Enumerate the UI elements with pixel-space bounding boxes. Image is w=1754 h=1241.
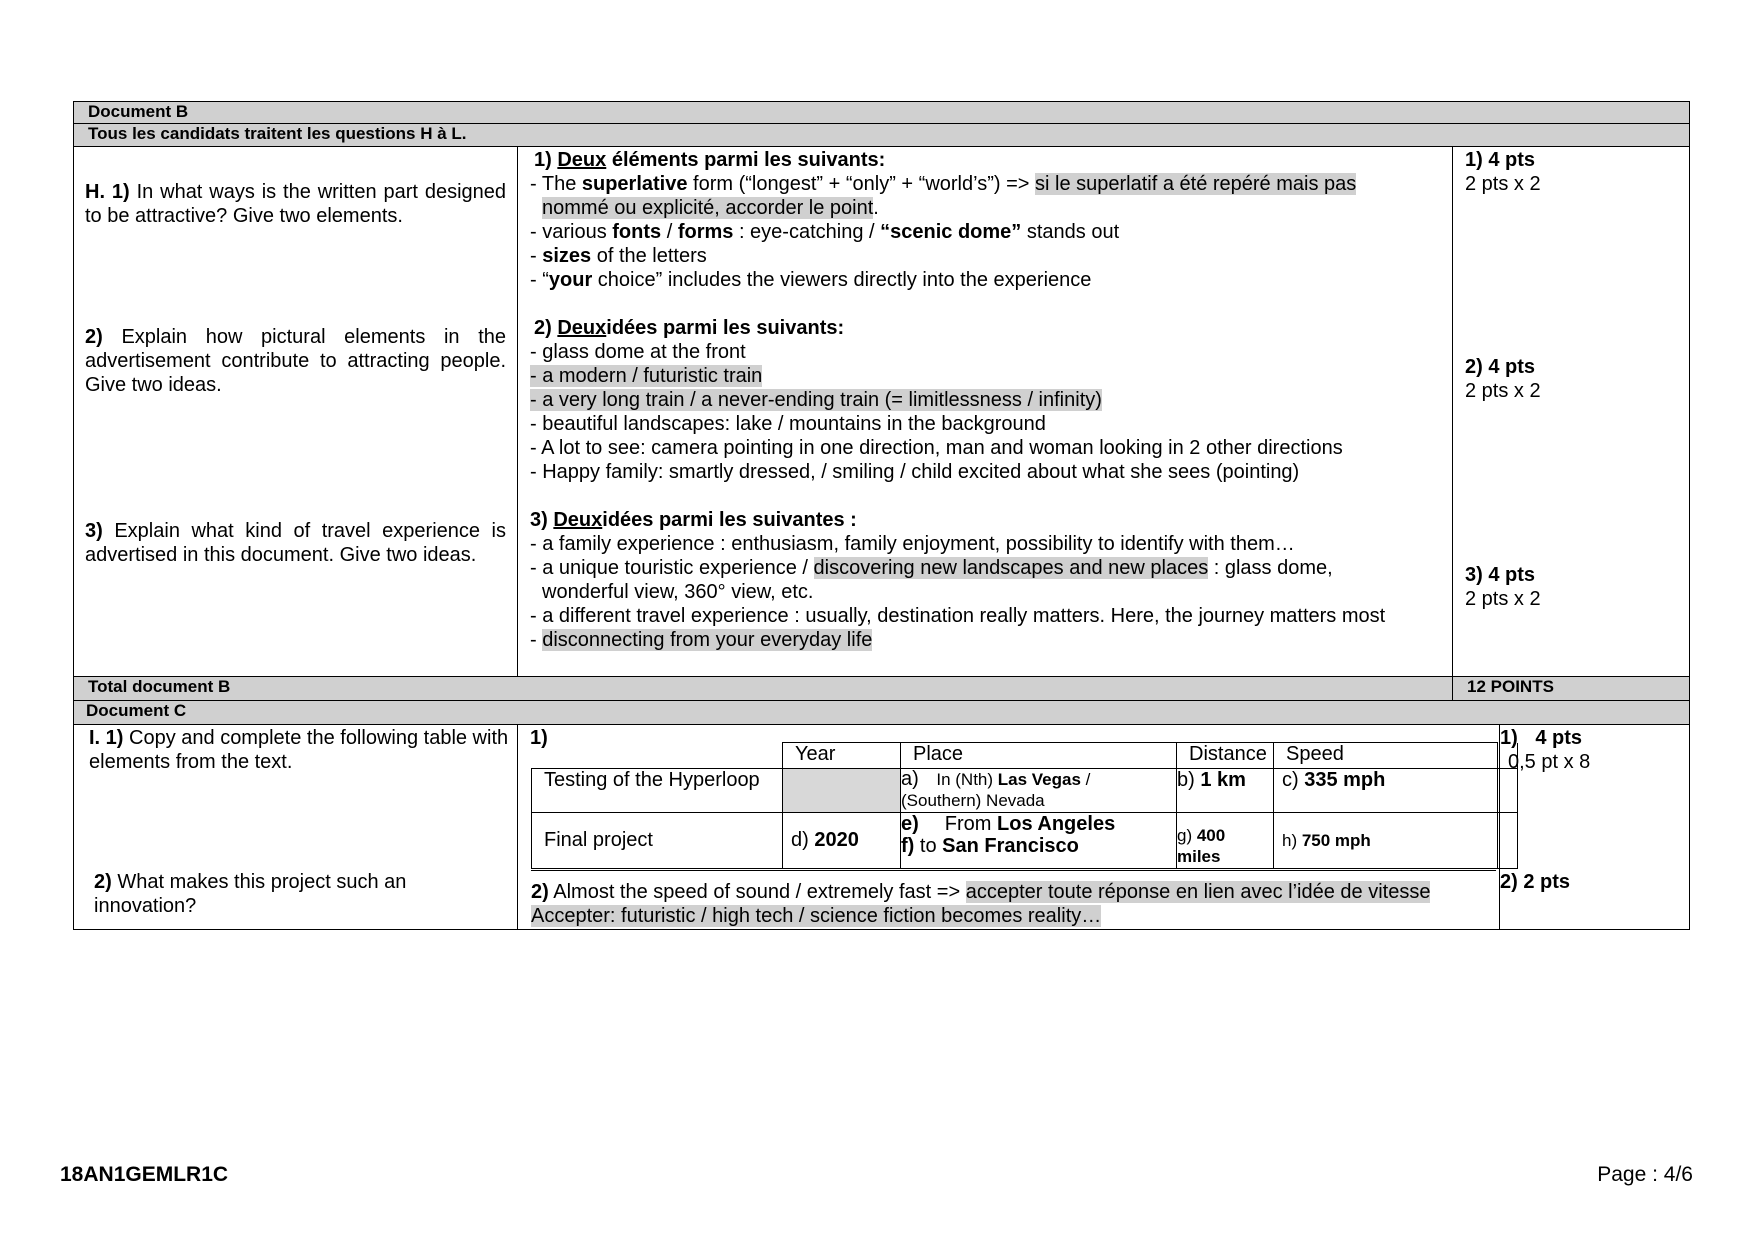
total-b-points (1452, 676, 1690, 701)
question-h2: 2) Explain how pictural elements in the advertisement contribute to attracting people. Give two ideas. (85, 326, 506, 396)
header-distance: Distance (1177, 743, 1274, 769)
row2-distance: g) 400 miles (1177, 813, 1274, 869)
answer-i1-num: 1) (530, 727, 548, 749)
total-b-label (73, 676, 1453, 701)
total-b-label-text: Total document B (88, 677, 231, 696)
row2-label: Final project (532, 813, 783, 869)
row2-speed: h) 750 mph (1274, 813, 1498, 869)
doc-c-title-text: Document C (86, 701, 187, 720)
doc-c-divider-1 (517, 724, 518, 930)
points-i1: 1) 4 pts 0,5 pt x 8 (1500, 727, 1591, 773)
doc-b-title (73, 101, 1690, 124)
row2-place: e) From Los Angeles f) to San Francisco (901, 813, 1177, 869)
answer-i2-top-rule (531, 870, 1496, 871)
doc-c-title (73, 700, 1690, 725)
row1-label: Testing of the Hyperloop (532, 769, 783, 813)
row1-place: a) In (Nth) Las Vegas / (Southern) Nevada (901, 769, 1177, 813)
total-b-points-text: 12 POINTS (1467, 677, 1554, 696)
answer-h3: 3) Deuxidées parmi les suivantes : - a family experience : enthusiasm, family enjoyment, possibility to identify with them… - a unique touristic experience / discovering new landscapes and new places : glass dome, wonderful view, 360° view, etc. - a different travel experience : usually, destination really matters. Here, the journey matters most - disconnecting from your everyday life (530, 509, 1386, 651)
doc-b-instruction-text: Tous les candidats traitent les questions H à L. (88, 124, 467, 143)
footer-page: Page : 4/6 (1597, 1163, 1693, 1186)
row1-spacer (1498, 769, 1518, 813)
table-row (532, 813, 1518, 869)
header-place: Place (901, 743, 1177, 769)
answer-h1: 1) Deux éléments parmi les suivants: - The superlative form (“longest” + “only” + “world’s”) => si le superlatif a été repéré mais pas nommé ou explicité, accorder le point. - various fonts / forms : eye-catching / “scenic dome” stands out - sizes of the letters - “your choice” includes the viewers directly into the experience (530, 149, 1357, 291)
row2-spacer (1498, 813, 1518, 869)
points-i2: 2) 2 pts (1500, 871, 1571, 893)
header-year: Year (783, 743, 901, 769)
question-i1: I. 1) Copy and complete the following table with elements from the text. (89, 727, 509, 773)
row1-speed: c) 335 mph (1274, 769, 1498, 813)
question-h1: H. 1) In what ways is the written part designed to be attractive? Give two elements. (85, 181, 507, 227)
answer-i2: 2) Almost the speed of sound / extremely fast => accepter toute réponse en lien avec l’idée de vitesse Accepter: futuristic / high tech / science fiction becomes reality… (531, 881, 1431, 927)
doc-b-instruction (73, 123, 1690, 147)
row1-distance: b) 1 km (1177, 769, 1274, 813)
hyperloop-table (531, 742, 1518, 869)
doc-b-title-text: Document B (88, 102, 189, 121)
table-row (532, 769, 1518, 813)
points-h3: 3) 4 pts 2 pts x 2 (1465, 564, 1541, 610)
points-h2: 2) 4 pts 2 pts x 2 (1465, 356, 1541, 402)
footer-code: 18AN1GEMLR1C (60, 1163, 229, 1186)
points-h1: 1) 4 pts 2 pts x 2 (1465, 149, 1541, 195)
question-h3: 3) Explain what kind of travel experience is advertised in this document. Give two ideas. (85, 520, 506, 566)
header-speed: Speed (1274, 743, 1498, 769)
table-header-row (532, 743, 1518, 769)
header-empty (532, 743, 783, 769)
answer-h2: 2) Deuxidées parmi les suivants: - glass dome at the front - a modern / futuristic train - a very long train / a never-ending train (= limitlessness / infinity) - beautiful landscapes: lake / mountains in the background - A lot to see: camera pointing in one direction, man and woman looking in 2 other directions - Happy family: smartly dressed, / smiling / child excited about what she sees (pointing) (530, 317, 1343, 483)
row2-year: d) 2020 (783, 813, 901, 869)
question-i2: 2) What makes this project such an innovation? (94, 871, 407, 917)
row1-year (783, 769, 901, 813)
